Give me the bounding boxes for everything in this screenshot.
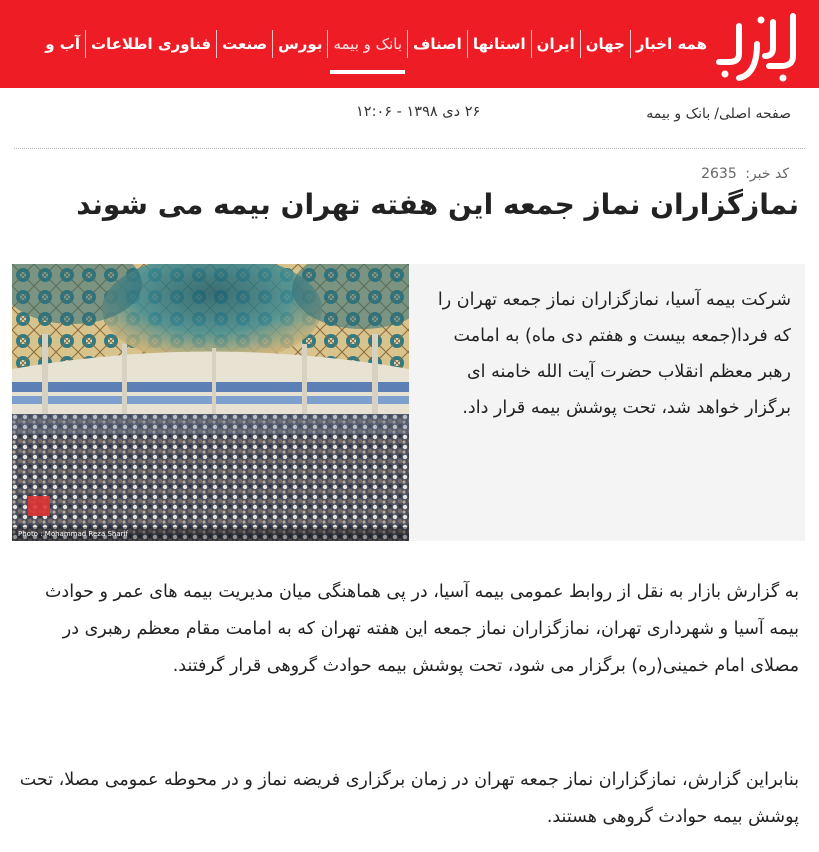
- nav-item-guilds[interactable]: اصناف: [413, 35, 462, 53]
- breadcrumb-section-link[interactable]: بانک و بیمه: [646, 106, 711, 122]
- breadcrumb-home-link[interactable]: صفحه اصلی/: [714, 106, 791, 122]
- mosque-crowd-photo: [12, 264, 409, 541]
- bazar-logo-graphic: [713, 4, 799, 84]
- breadcrumb: [646, 106, 791, 122]
- article-paragraph: به گزارش بازار به نقل از روابط عمومی بیمه آسیا، در پی هماهنگی میان مدیریت بیمه های عمر و حوادث بیمه آسیا و شهرداری تهران، نمازگزاران نماز جمعه این هفته تهران که به امامت مقام معظم رهبری در مصلای امام خمینی(ره) برگزار می شود، تحت پوشش بیمه حوادث گروهی قرار گرفتند.: [44, 582, 799, 676]
- nav-item-bank-insurance[interactable]: بانک و بیمه: [328, 24, 407, 64]
- news-code-label: کد خبر:: [745, 166, 789, 182]
- news-code-value: 2635: [701, 166, 737, 182]
- nav-item-provinces[interactable]: استانها: [472, 35, 526, 53]
- article-date: ۲۶ دی ۱۳۹۸ - ۱۲:۰۶: [356, 104, 481, 120]
- nav-item-it[interactable]: فناوری اطلاعات: [90, 35, 212, 53]
- nav-item-stock-market[interactable]: بورس: [278, 35, 323, 53]
- article-title: نمازگزاران نماز جمعه این هفته تهران بیمه می شوند: [76, 188, 799, 221]
- nav-item-water[interactable]: آب و: [45, 35, 80, 53]
- news-code: [701, 166, 789, 182]
- article-photo[interactable]: [12, 264, 409, 541]
- nav-item-all-news[interactable]: همه اخبار: [635, 35, 707, 53]
- site-header: [0, 0, 819, 88]
- nav-item-world[interactable]: جهان: [585, 35, 625, 53]
- site-logo[interactable]: [713, 4, 799, 84]
- nav-item-iran[interactable]: ایران: [536, 35, 575, 53]
- main-nav: [40, 24, 712, 64]
- photo-credit: Photo : Mohammad Reza Sharif: [18, 530, 128, 538]
- article-lead: شرکت بیمه آسیا، نمازگزاران نماز جمعه تهران را که فردا(جمعه بیست و هفتم دی ماه) به امامت رهبر معظم انقلاب حضرت آیت الله خامنه ای برگزار خواهد شد، تحت پوشش بیمه قرار داد.: [437, 290, 791, 418]
- article-paragraph: بنابراین گزارش، نمازگزاران نماز جمعه تهران در زمان برگزاری فریضه نماز و در محوطه عمومی مصلا، تحت پوشش بیمه حوادث گروهی هستند.: [19, 770, 799, 827]
- divider: [14, 148, 805, 149]
- nav-item-industry[interactable]: صنعت: [222, 35, 268, 53]
